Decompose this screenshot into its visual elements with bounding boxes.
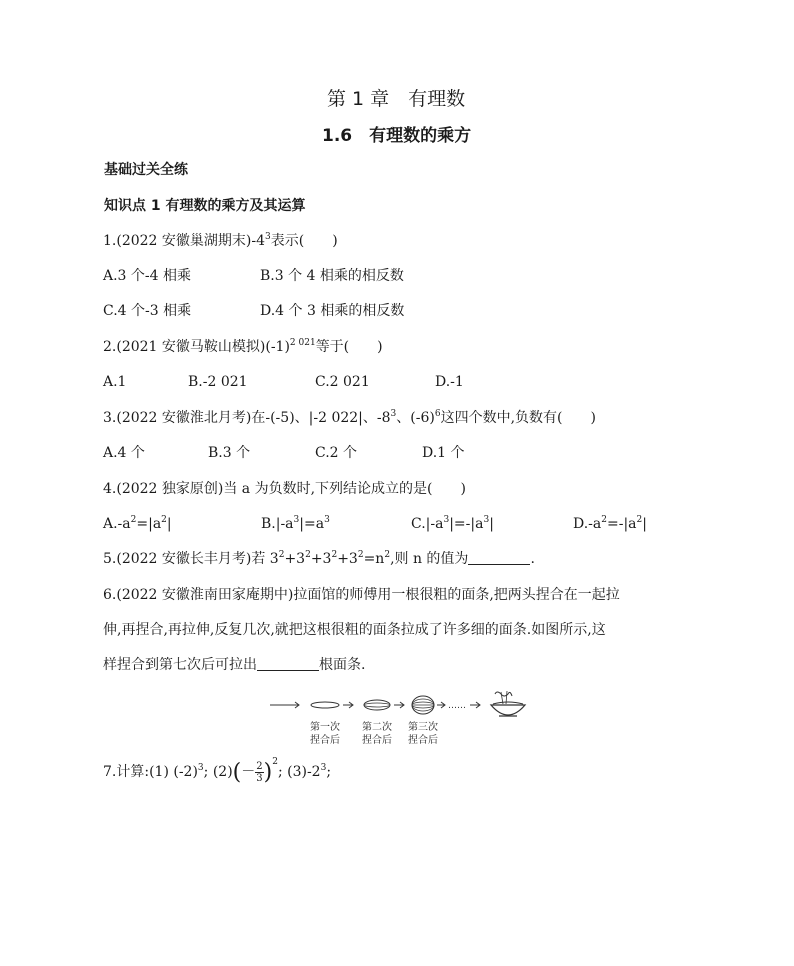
third-fold-noodle [412, 696, 434, 714]
fraction-two-thirds: $\frac{2}{3}$ [256, 760, 263, 784]
chapter-title: 第 1 章 有理数 [327, 88, 466, 110]
q1-option-c: C.4 个-3 相乘 [103, 303, 192, 319]
q4-option-b: $B.|-a^3|=a^3$ [261, 515, 330, 532]
q1-option-d: D.4 个 3 相乘的相反数 [260, 303, 405, 319]
question-5: 5.(2022 安徽长丰月考)若 $3^2+3^2+3^2+3^2=n^2$,则 n 的值为 . [103, 550, 535, 567]
question-6-line-1: 6.(2022 安徽淮南田家庵期中)拉面馆的师傅用一根很粗的面条,把两头捏合在一起拉 [103, 587, 620, 603]
q4-option-d: $D.-a^2=-|a^2|$ [573, 515, 647, 532]
q1-option-b: B.3 个 4 相乘的相反数 [260, 268, 404, 284]
arrow-icon [343, 702, 353, 708]
q2-option-d: D.-1 [435, 374, 464, 390]
arrow-icon [470, 702, 480, 708]
question-4: 4.(2022 独家原创)当 a 为负数时,下列结论成立的是( ) [103, 481, 466, 497]
question-6-line-3: 样捏合到第七次后可拉出 根面条. [103, 657, 366, 673]
arrow-icon [293, 702, 299, 708]
q6-answer-blank[interactable] [257, 658, 319, 671]
q2-option-c: C.2 021 [315, 374, 370, 390]
q3-option-c: C.2 个 [315, 445, 358, 461]
question-1: 1.(2022 安徽巢湖期末)$-4^3$表示( ) [103, 232, 338, 249]
question-6-line-2: 伸,再捏合,再拉伸,反复几次,就把这根很粗的面条拉成了许多细的面条.如图所示,这 [103, 622, 606, 638]
second-fold-noodle [364, 700, 390, 710]
q5-answer-blank[interactable] [468, 552, 530, 565]
question-7: 7.计算:(1) $(-2)^3$; (2)(－ $\frac{2}{3}$ )$^2$; $(3)-2^3$; [103, 757, 332, 785]
q3-option-b: B.3 个 [208, 445, 251, 461]
arrow-icon [394, 702, 404, 708]
section-title: 1.6 有理数的乘方 [322, 126, 472, 146]
ellipsis-dots: …… [448, 701, 466, 711]
figure-label-second: 第二次 捏合后 [362, 722, 392, 746]
first-fold-noodle [311, 702, 339, 708]
question-3: 3.(2022 安徽淮北月考)在-(-5)、|-2 022|、$-8^3$、$(-6)^6$这四个数中,负数有( ) [103, 409, 596, 426]
figure-label-first: 第一次 捏合后 [310, 722, 340, 746]
q3-option-a: A.4 个 [103, 445, 145, 461]
question-2: 2.(2021 安徽马鞍山模拟)$(-1)^{2 021}$等于( ) [103, 338, 383, 355]
knowledge-point-heading: 知识点 1 有理数的乘方及其运算 [104, 198, 306, 214]
q4-option-a: $A.-a^2=|a^2|$ [103, 515, 172, 532]
q1-option-a: A.3 个-4 相乘 [103, 268, 192, 284]
noodle-bowl-icon [491, 691, 525, 716]
q2-option-b: B.-2 021 [188, 374, 248, 390]
q2-option-a: A.1 [103, 374, 127, 390]
figure-label-third: 第三次 捏合后 [408, 722, 438, 746]
arrow-icon [437, 702, 445, 708]
exercise-label: 基础过关全练 [104, 162, 188, 178]
q3-option-d: D.1 个 [422, 445, 465, 461]
q4-option-c: $C.|-a^3|=-|a^3|$ [411, 515, 494, 532]
